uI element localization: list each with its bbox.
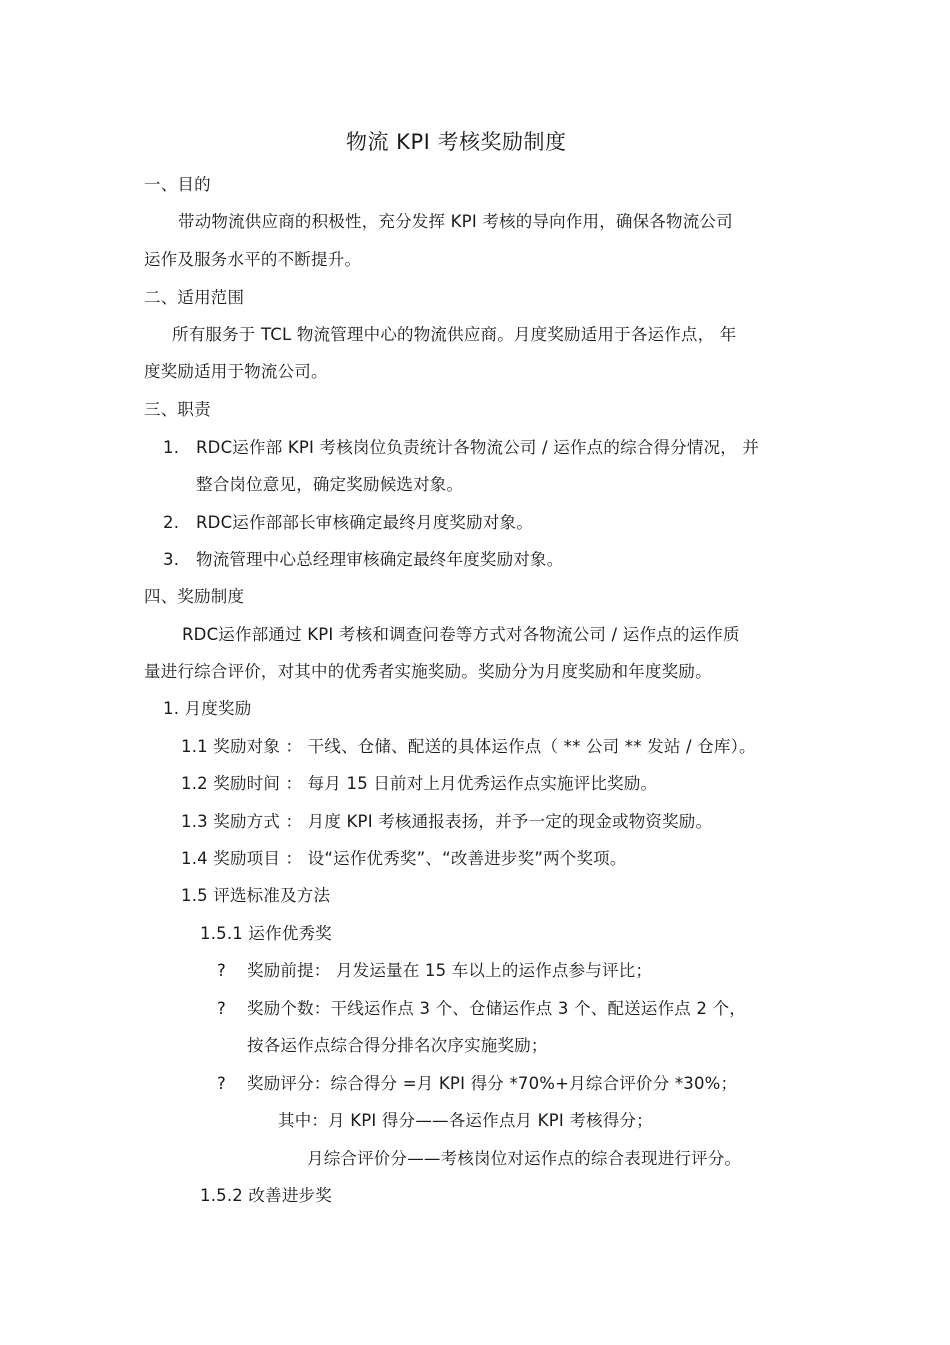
bullet-3-line-1: 奖励评分：综合得分 =月 KPI 得分 *70%+月综合评价分 *30%；	[247, 1074, 738, 1093]
clause-1-5: 1.5 评选标准及方法	[181, 886, 331, 905]
note-line-2: 月综合评价分——考核岗位对运作点的综合表现进行评分。	[307, 1149, 742, 1168]
bullet-2-line-1: 奖励个数：干线运作点 3 个、仓储运作点 3 个、配送运作点 2 个，	[247, 999, 746, 1018]
bullet-2-marker: ?	[217, 999, 226, 1018]
clause-1-4: 1.4 奖励项目 ： 设“运作优秀奖”、“改善进步奖”两个奖项。	[181, 849, 627, 868]
bullet-1-marker: ?	[217, 961, 226, 980]
bullet-2-line-2: 按各运作点综合得分排名次序实施奖励；	[247, 1036, 548, 1055]
clause-1-1: 1.1 奖励对象 ： 干线、仓储、配送的具体运作点（ ** 公司 ** 发站 / 仓库）。	[181, 737, 756, 756]
purpose-paragraph-line-2: 运作及服务水平的不断提升。	[144, 250, 362, 269]
duty-item-2-line-1: RDC运作部部长审核确定最终月度奖励对象。	[196, 513, 533, 532]
rewards-paragraph-line-2: 量进行综合评价，对其中的优秀者实施奖励。奖励分为月度奖励和年度奖励。	[144, 662, 712, 681]
purpose-paragraph-line-1: 带动物流供应商的积极性，充分发挥 KPI 考核的导向作用，确保各物流公司	[178, 212, 733, 231]
scope-paragraph-line-2: 度奖励适用于物流公司。	[144, 362, 328, 381]
clause-1-2: 1.2 奖励时间 ： 每月 15 日前对上月优秀运作点实施评比奖励。	[181, 774, 658, 793]
section-heading-duties: 三、职责	[144, 400, 211, 419]
duty-item-2-number: 2.	[163, 513, 180, 532]
scope-paragraph-line-1: 所有服务于 TCL 物流管理中心的物流供应商。月度奖励适用于各运作点， 年	[172, 325, 737, 344]
document-title: 物流 KPI 考核奖励制度	[346, 130, 567, 154]
note-line-1: 其中：月 KPI 得分——各运作点月 KPI 考核得分；	[278, 1111, 653, 1130]
clause-1-5-1: 1.5.1 运作优秀奖	[200, 924, 332, 943]
section-heading-rewards: 四、奖励制度	[144, 587, 245, 606]
clause-1-3: 1.3 奖励方式 ： 月度 KPI 考核通报表扬，并予一定的现金或物资奖励。	[181, 812, 713, 831]
section-heading-scope: 二、适用范围	[144, 288, 245, 307]
duty-item-3-line-1: 物流管理中心总经理审核确定最终年度奖励对象。	[196, 550, 564, 569]
duty-item-1-number: 1.	[163, 438, 180, 457]
clause-1-5-2: 1.5.2 改善进步奖	[200, 1186, 332, 1205]
bullet-3-marker: ?	[217, 1074, 226, 1093]
section-heading-purpose: 一、目的	[144, 175, 211, 194]
bullet-1-line-1: 奖励前提： 月发运量在 15 车以上的运作点参与评比；	[247, 961, 653, 980]
duty-item-1-line-1: RDC运作部 KPI 考核岗位负责统计各物流公司 / 运作点的综合得分情况， 并	[196, 438, 760, 457]
duty-item-1-line-2: 整合岗位意见，确定奖励候选对象。	[196, 475, 464, 494]
monthly-reward-heading: 1. 月度奖励	[163, 699, 252, 718]
duty-item-3-number: 3.	[163, 550, 180, 569]
rewards-paragraph-line-1: RDC运作部通过 KPI 考核和调查问卷等方式对各物流公司 / 运作点的运作质	[182, 625, 740, 644]
